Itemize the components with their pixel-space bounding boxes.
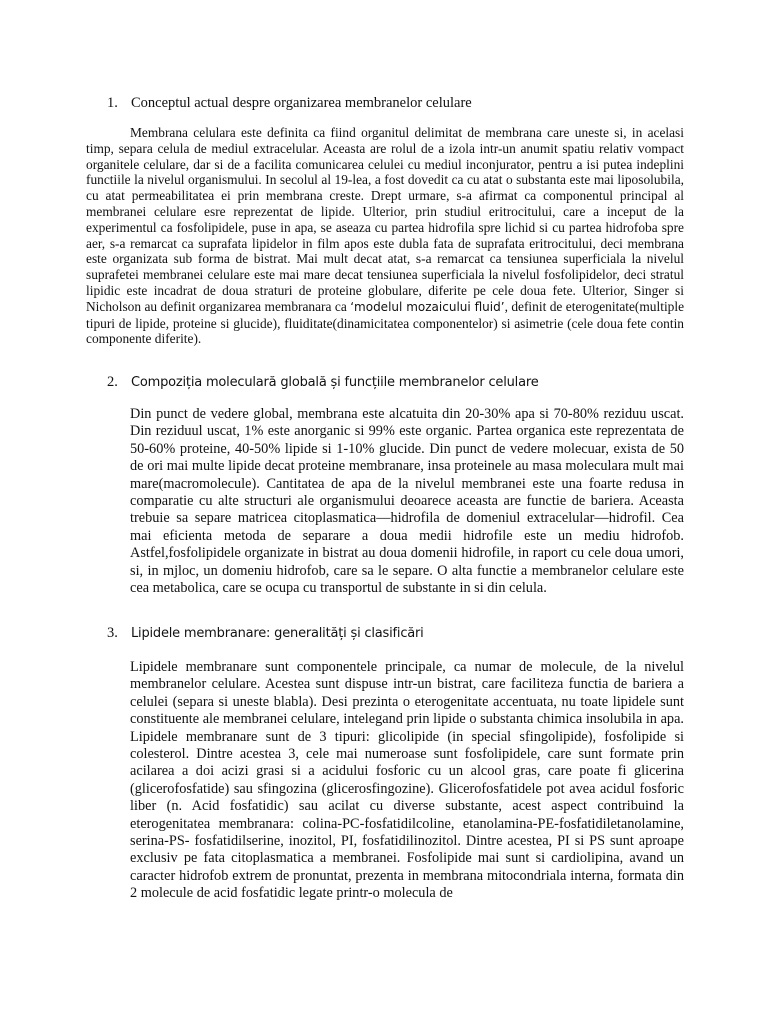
section-1-text-a: Membrana celulara este definita ca fiind organitul delimitat de membrana care uneste si, in acelasi timp, separa celula de mediul extracelular. Aceasta are rolul de a izola intr-un anumit spatiu relativ vompact organitele celulare, dar si de a facilita comunicarea celulei cu mediul inconjurator, pentru a isi putea indeplini functiile la nivelul organismului. In secolul al 19-lea, a fost dovedit ca cu atat o substanta este mai liposolubila, cu atat permeabilitatea ei prin membrana creste. Drept urmare, s-a afirmat ca componentul principal al membranei celulare esre reprezentat de lipide. Ulterior, prin studiul eritrocitului, care a inceput de la experimentul ca fosfolipidele, puse in apa, se aseaza cu partea hidrofila spre lichid si cu partea hidrofoba spre aer, s-a remarcat ca suprafata lipidelor in film apos este dubla fata de suprafata eritrocitului, deci membrana este organizata sub forma de bistrat. Mai mult decat atat, s-a remarcat ca tensiunea superficiala la nivelul suprafetei membranei celulare este mai mare decat tensiunea superficiala la nivelul fosfolipidelor, deci stratul lipidic este incadrat de doua straturi de proteine globulare, diferite pe cele doua fete. Ulterior, Singer si Nicholson au definit organizarea membranara ca (86, 125, 684, 314)
section-1-title: Conceptul actual despre organizarea membranelor celulare (131, 95, 472, 111)
section-3-number: 3. (107, 625, 118, 641)
section-3-paragraph: Lipidele membranare sunt componentele principale, ca numar de molecule, de la nivelul membranelor celulare. Acestea sunt dispuse intr-un bistrat, care faciliteza functia de bariera a celulei (separa si uneste blabla). Desi prezinta o eterogenitate accentuata, nu toate lipidele sunt constituente ale membranei celulare, intelegand prin lipide o substanta chimica insolubila in apa. Lipidele membranare sunt de 3 tipuri: glicolipide (in special sfingolipide), fosfolipide si colesterol. Dintre acestea 3, cele mai numeroase sunt fosfolipidele, care sunt formate prin acilarea a doi acizi grasi si a acidului fosforic cu un alcool gras, care poate fi glicerina (glicerofosfatide) sau sfingozina (glicerosfingozine). Glicerofosfatidele pot avea acidul fosforic liber (n. Acid fosfatidic) sau acilat cu diverse substante, acest aspect contribuind la eterogenitatea membranara: colina-PC-fosfatidilcoline, etanolamina-PE-fosfatidiletanolamine, serina-PS- fosfatidilserine, inozitol, PI, fosfatidilinozitol. Dintre acestea, PI si PS sunt aproape exclusiv pe fata citoplasmatica a membranei. Fosfolipide mai sunt si cardiolipina, avand un caracter hidrofob extrem de pronuntat, prezenta in membrana mitocondriala interna, formata din 2 molecule de acid fosfatidic legate printr-o molecula de (130, 659, 684, 902)
section-3-heading (107, 624, 424, 643)
section-1-paragraph (86, 125, 684, 347)
section-2-heading (107, 373, 539, 392)
section-1-quoted-term: ‘modelul mozaicului fluid’ (350, 299, 505, 314)
section-2-title: Compoziția moleculară globală și funcțiile membranelor celulare (131, 375, 539, 390)
section-1-text-b: , definit de eterogenitate(multiple tipuri de lipide, proteine si glucide), fluiditate(dinamicitatea componentelor) si asimetrie (cele doua fete contin componente diferite). (86, 298, 685, 347)
section-1-heading (107, 94, 472, 112)
section-2-paragraph: Din punct de vedere global, membrana este alcatuita din 20-30% apa si 70-80% reziduu uscat. Din reziduul uscat, 1% este anorganic si 99% este organic. Partea organica este reprezentata de 50-60% proteine, 40-50% lipide si 1-10% glucide. Din punct de vedere molecuar, exista de 50 de ori mai multe lipide decat proteine membranare, insa proteinele au masa moleculara mult mai mare(macromolecule). Cantitatea de apa de la nivelul membranei este una foarte redusa in comparatie cu alte structuri ale organismului deoarece aceasta are functie de bariera. Aceasta trebuie sa separe matricea citoplasmatica—hidrofila de domeniul extracelular—hidrofil. Cea mai eficienta metoda de separare a doua medii hidrofile este un mediu hidrofob. Astfel,fosfolipidele organizate in bistrat au doua domenii hidrofile, in raport cu cele doua umori, si, in mjloc, un domeniu hidrofob, care sa le separe. O alta functie a membranelor celulare este cea metabolica, care se ocupa cu transportul de substante in si din celula. (130, 406, 684, 597)
section-2-number: 2. (107, 374, 118, 390)
section-1-number: 1. (107, 95, 118, 111)
section-3-title: Lipidele membranare: generalități și clasificări (131, 626, 424, 641)
